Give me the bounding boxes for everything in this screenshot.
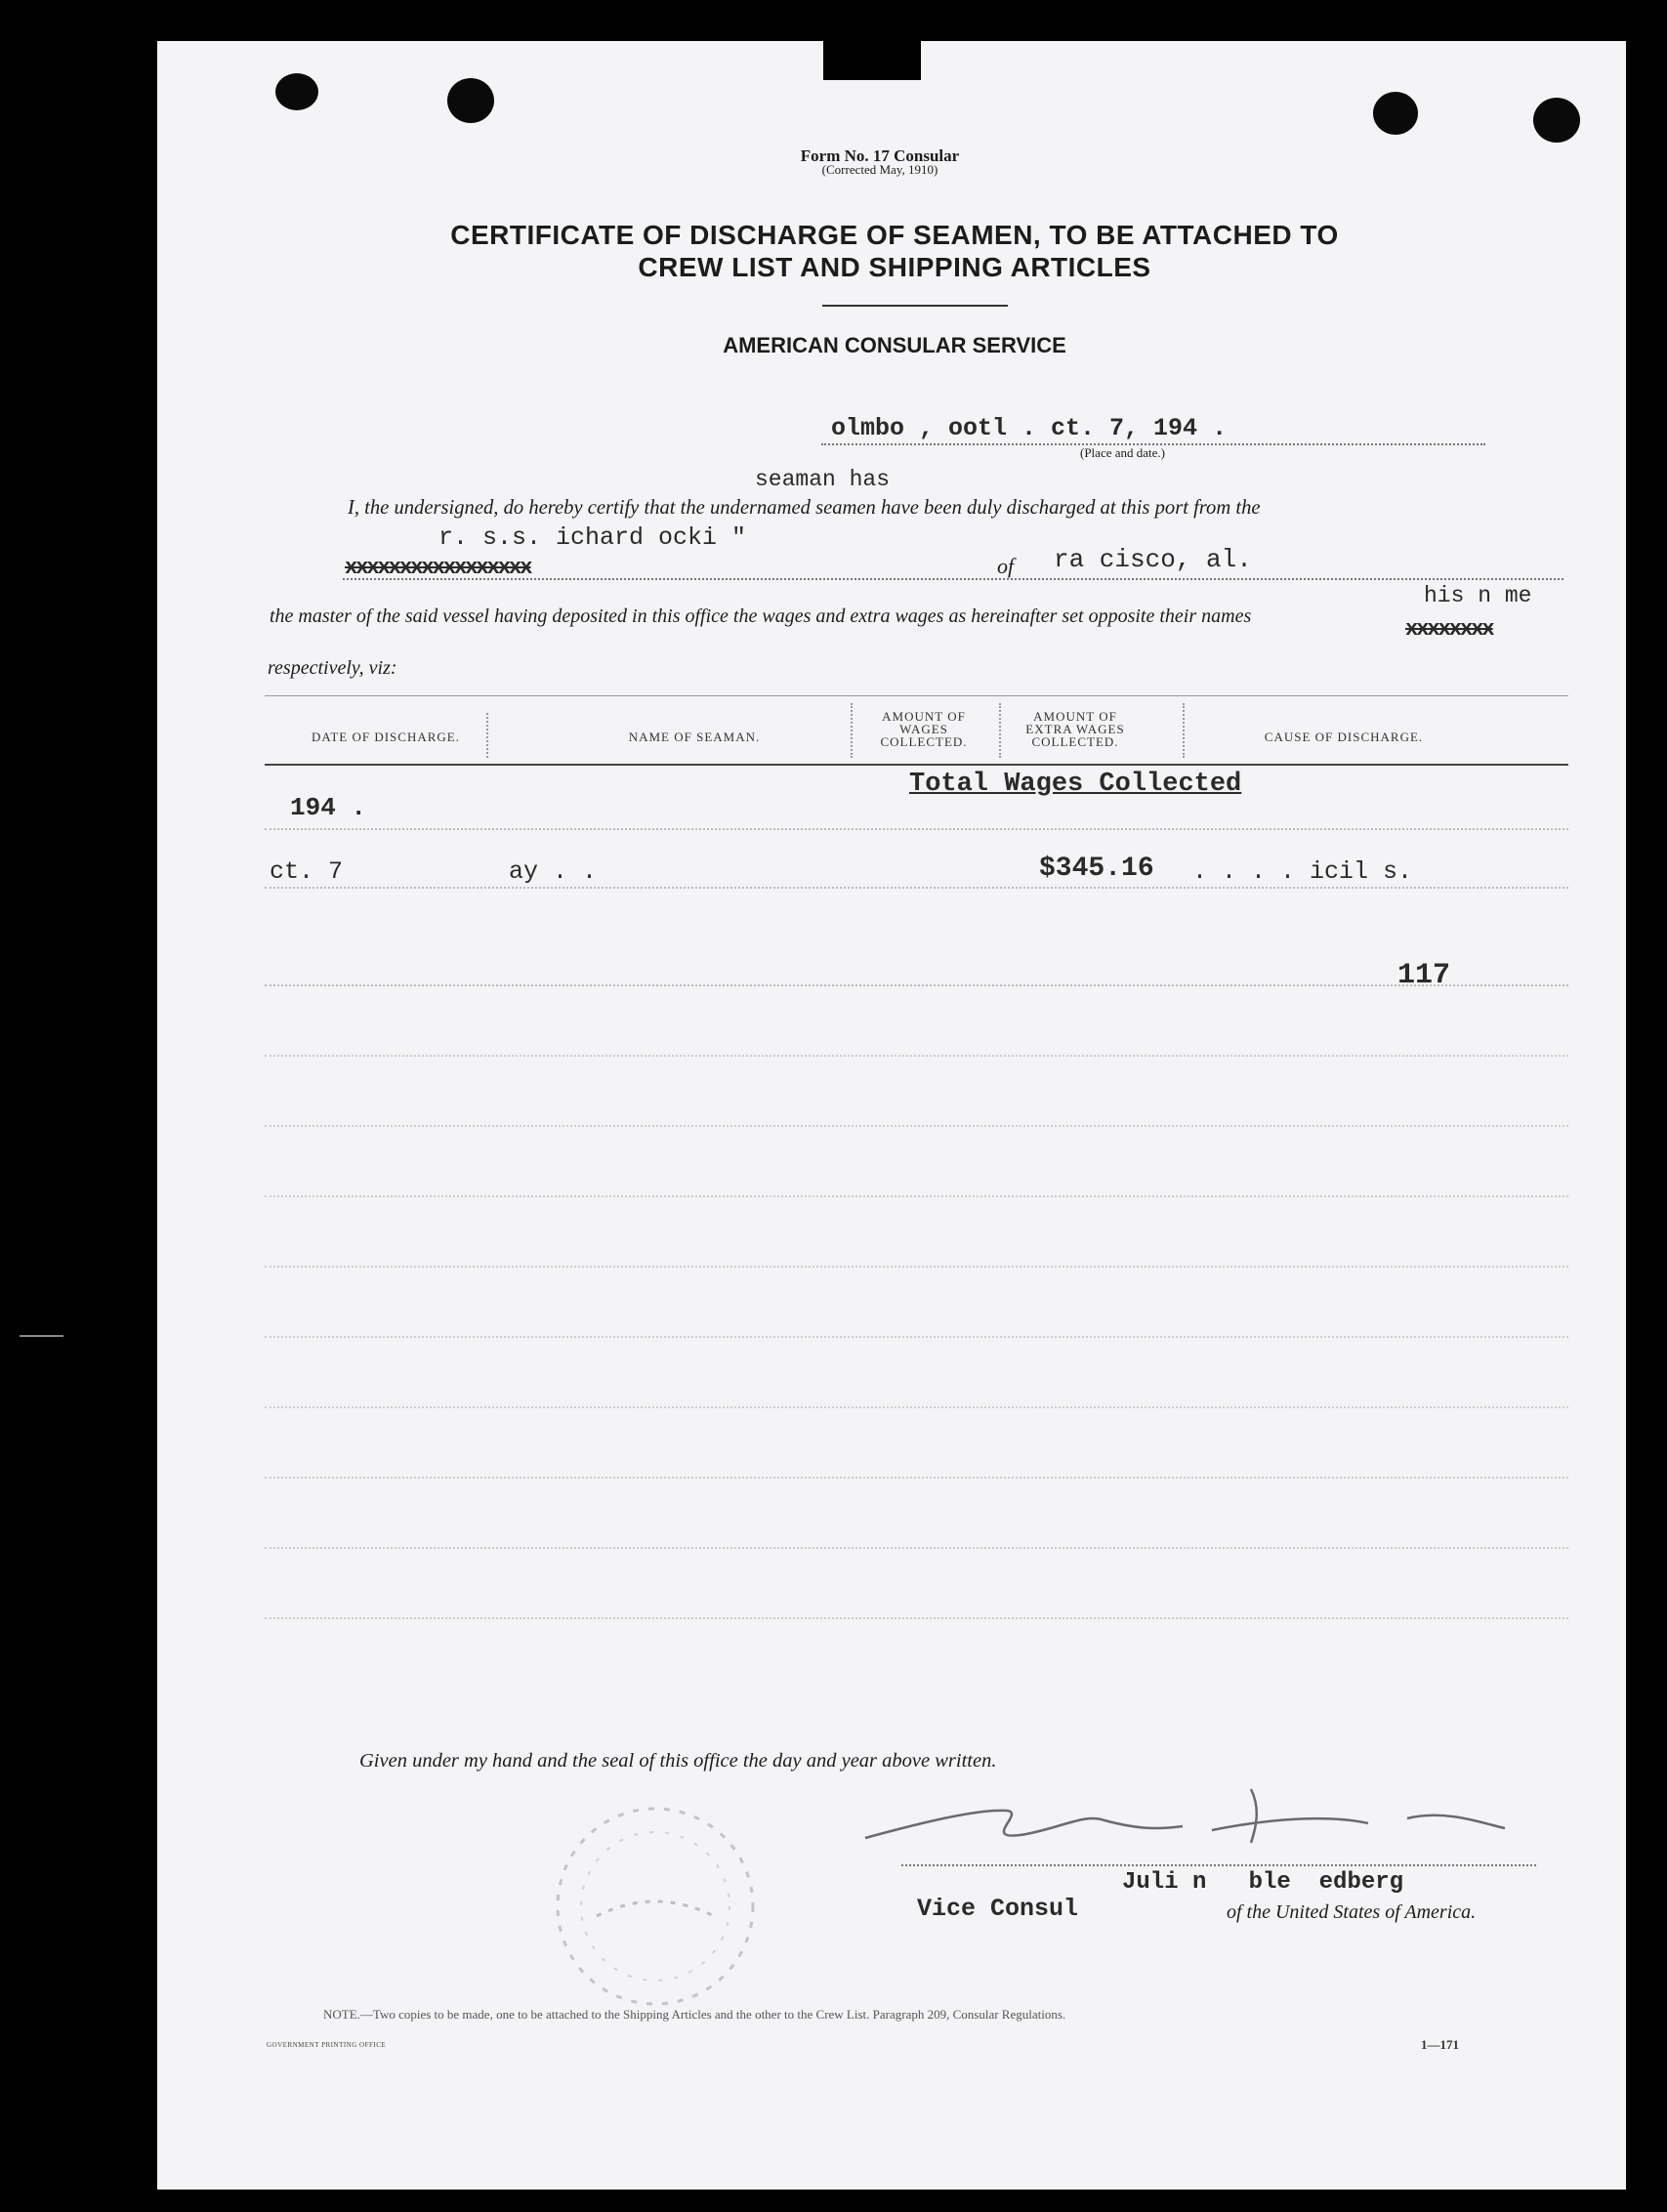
header-separator-1 bbox=[486, 713, 488, 758]
table-top-rule bbox=[265, 695, 1568, 696]
header-wages-line-2: WAGES bbox=[899, 722, 948, 736]
form-title-line-1: CERTIFICATE OF DISCHARGE OF SEAMEN, TO BE ATTACHED TO bbox=[450, 220, 1339, 250]
row-line-12 bbox=[265, 1617, 1568, 1619]
header-extra-line-1: AMOUNT OF bbox=[1033, 709, 1117, 724]
vessel-name-typed: r. s.s. ichard ocki " bbox=[438, 523, 747, 552]
home-port-typed: ra cisco, al. bbox=[1054, 545, 1252, 574]
row-line-2 bbox=[265, 887, 1568, 889]
signer-name: Juli n ble edberg bbox=[1122, 1869, 1404, 1896]
row-year: 194 . bbox=[290, 793, 367, 822]
row-date: ct. 7 bbox=[270, 857, 344, 886]
respectively-label: respectively, viz: bbox=[268, 657, 397, 679]
header-extra-line-2: EXTRA WAGES bbox=[1025, 722, 1125, 736]
scan-edge-mark bbox=[20, 1335, 63, 1337]
document-sheet bbox=[157, 41, 1626, 2190]
row-line-3 bbox=[265, 984, 1568, 986]
master-statement: the master of the said vessel having deposited in this office the wages and extra wages as hereinafter set opposite their names bbox=[270, 605, 1252, 627]
total-wages-banner: Total Wages Collected bbox=[909, 770, 1242, 799]
row-line-11 bbox=[265, 1547, 1568, 1549]
punch-hole-right-1 bbox=[1373, 92, 1418, 135]
row-line-7 bbox=[265, 1266, 1568, 1268]
header-cause-of-discharge: CAUSE OF DISCHARGE. bbox=[1264, 730, 1424, 744]
row-seaman-name: ay . . bbox=[509, 857, 598, 886]
header-wages-line-3: COLLECTED. bbox=[880, 734, 968, 749]
header-wages-collected bbox=[855, 710, 992, 748]
header-separator-4 bbox=[1183, 703, 1185, 758]
form-title-line-2: CREW LIST AND SHIPPING ARTICLES bbox=[638, 252, 1151, 282]
row-wages-amount: $345.16 bbox=[1039, 854, 1154, 884]
place-date-caption: (Place and date.) bbox=[1080, 445, 1165, 460]
consular-seal-stamp bbox=[538, 1789, 772, 2024]
header-extra-line-3: COLLECTED. bbox=[1031, 734, 1119, 749]
struck-out-text: xxxxxxxxxxxxxxxxx bbox=[345, 556, 531, 580]
row-note-typed: 117 bbox=[1397, 959, 1451, 992]
of-label: of bbox=[997, 554, 1015, 578]
signature-line bbox=[901, 1864, 1536, 1866]
row-line-6 bbox=[265, 1195, 1568, 1197]
top-tab-notch bbox=[823, 41, 921, 80]
typed-his-name: his n me bbox=[1424, 583, 1532, 608]
row-line-9 bbox=[265, 1406, 1568, 1408]
title-divider bbox=[822, 305, 1008, 307]
struck-their-names: xxxxxxxx bbox=[1405, 617, 1493, 642]
service-heading: AMERICAN CONSULAR SERVICE bbox=[723, 333, 1066, 357]
row-line-5 bbox=[265, 1125, 1568, 1127]
header-extra-wages-collected bbox=[997, 710, 1153, 748]
of-united-states-text: of the United States of America. bbox=[1227, 1901, 1477, 1923]
printing-office-imprint: GOVERNMENT PRINTING OFFICE bbox=[267, 2041, 387, 2049]
form-revision: (Corrected May, 1910) bbox=[821, 162, 938, 177]
row-line-4 bbox=[265, 1055, 1568, 1057]
typed-seaman-has: seaman has bbox=[755, 467, 891, 492]
header-name-of-seaman: NAME OF SEAMAN. bbox=[628, 730, 761, 744]
form-code: 1—171 bbox=[1421, 2037, 1459, 2052]
table-header-rule bbox=[265, 764, 1568, 766]
row-line-8 bbox=[265, 1336, 1568, 1338]
header-separator-2 bbox=[851, 703, 853, 758]
punch-hole-right-2 bbox=[1533, 98, 1580, 143]
punch-hole-left-2 bbox=[447, 78, 494, 123]
row-line-10 bbox=[265, 1477, 1568, 1479]
place-date-value: olmbo , ootl . ct. 7, 194 . bbox=[831, 414, 1228, 442]
row-cause: . . . . icil s. bbox=[1192, 857, 1413, 886]
form-number: Form No. 17 Consular bbox=[800, 146, 960, 165]
certify-statement: I, the undersigned, do hereby certify that the undernamed seamen have been duly discharged at this port from the bbox=[348, 497, 1261, 519]
footer-note: NOTE.—Two copies to be made, one to be attached to the Shipping Articles and the other to the Crew List. Paragraph 209, Consular Regulations. bbox=[323, 2007, 1066, 2022]
header-date-of-discharge: DATE OF DISCHARGE. bbox=[312, 730, 460, 744]
vessel-line bbox=[343, 578, 1563, 580]
punch-hole-left-1 bbox=[275, 73, 318, 110]
given-under-hand-text: Given under my hand and the seal of this office the day and year above written. bbox=[359, 1750, 997, 1772]
row-line-1 bbox=[265, 828, 1568, 830]
header-wages-line-1: AMOUNT OF bbox=[882, 709, 966, 724]
header-separator-3 bbox=[999, 703, 1001, 758]
handwritten-signature bbox=[860, 1770, 1524, 1867]
signer-title: Vice Consul bbox=[917, 1895, 1079, 1923]
